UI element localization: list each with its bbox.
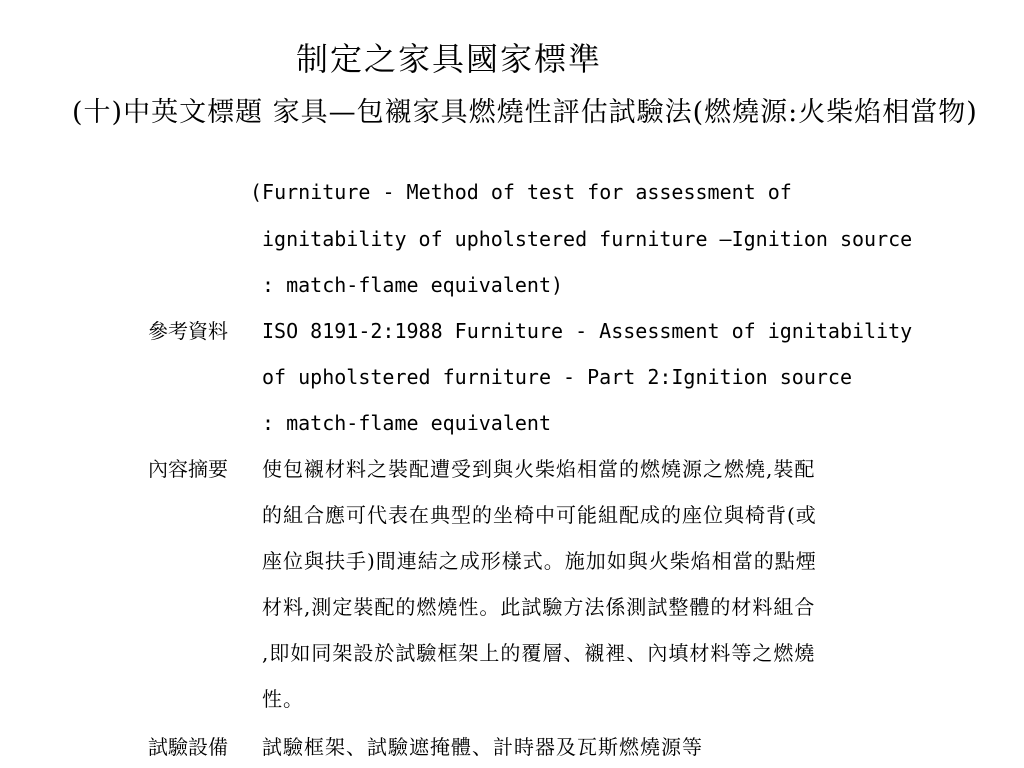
english-title-line-1: (Furniture - Method of test for assessment of (250, 180, 792, 204)
summary-label: 內容摘要 (148, 457, 228, 481)
summary-line-3: 座位與扶手)間連結之成形樣式。施加如與火柴焰相當的點煙 (262, 549, 817, 573)
reference-line-3: : match-flame equivalent (262, 411, 551, 435)
equipment-text: 試驗框架、試驗遮掩體、計時器及瓦斯燃燒源等 (262, 735, 703, 759)
equipment-label: 試驗設備 (148, 735, 228, 759)
page-title: 制定之家具國家標準 (296, 40, 603, 78)
bilingual-title-heading: (十)中英文標題 家具—包襯家具燃燒性評估試驗法(燃燒源:火柴焰相當物) (72, 97, 978, 128)
summary-line-1: 使包襯材料之裝配遭受到與火柴焰相當的燃燒源之燃燒,裝配 (262, 457, 816, 481)
summary-line-4: 材料,測定裝配的燃燒性。此試驗方法係測試整體的材料組合 (262, 595, 816, 619)
english-title-line-3: : match-flame equivalent) (262, 273, 564, 297)
summary-line-2: 的組合應可代表在典型的坐椅中可能組配成的座位與椅背(或 (262, 503, 817, 527)
reference-line-1: ISO 8191-2:1988 Furniture - Assessment of ignitability (262, 319, 913, 343)
summary-line-5: ,即如同架設於試驗框架上的覆層、襯裡、內填材料等之燃燒 (262, 641, 816, 665)
reference-line-2: of upholstered furniture - Part 2:Ignition source (262, 365, 853, 389)
english-title-line-2: ignitability of upholstered furniture —Ignition source (262, 227, 913, 251)
reference-label: 參考資料 (148, 319, 228, 343)
summary-line-6: 性。 (262, 687, 304, 711)
